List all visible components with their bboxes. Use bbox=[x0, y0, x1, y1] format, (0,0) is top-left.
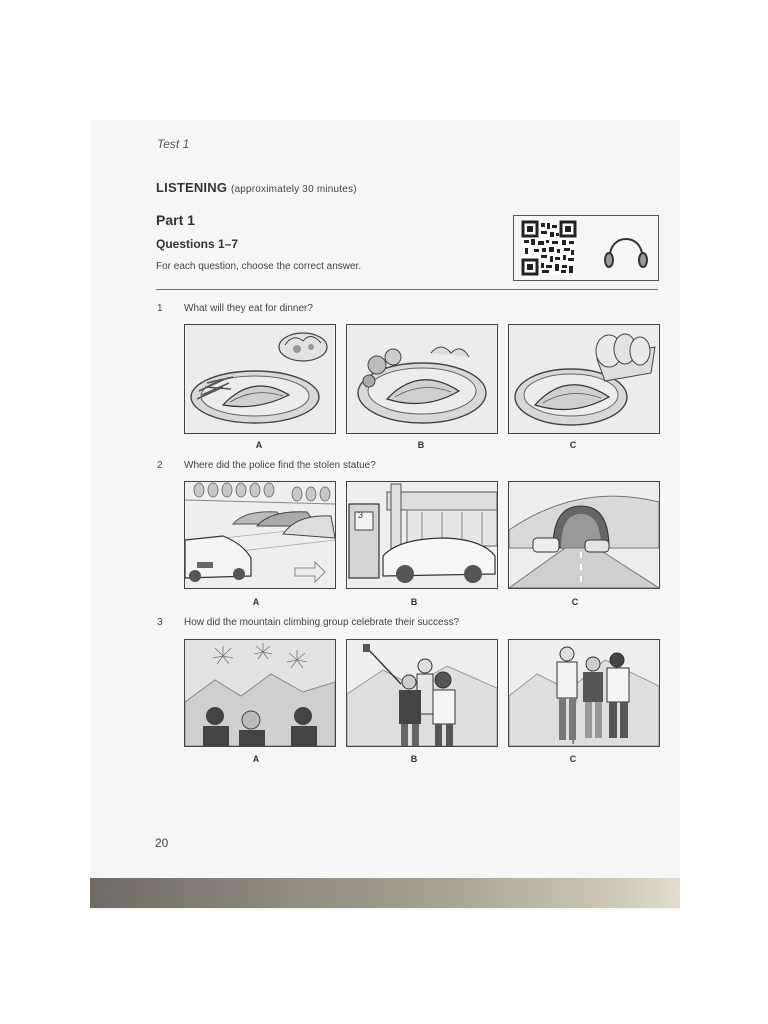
questions-range: Questions 1–7 bbox=[156, 237, 239, 251]
option-image-car-park[interactable] bbox=[184, 481, 336, 589]
page-number: 20 bbox=[155, 836, 169, 850]
option-label: C bbox=[571, 597, 579, 607]
part-title: Part 1 bbox=[156, 212, 195, 228]
footer-band bbox=[90, 878, 680, 908]
section-duration: (approximately 30 minutes) bbox=[230, 184, 357, 195]
svg-text:3: 3 bbox=[358, 510, 364, 520]
section-name: LISTENING bbox=[156, 180, 228, 195]
option-label: B bbox=[410, 597, 418, 607]
option-label: A bbox=[252, 754, 260, 764]
qr-code-icon[interactable] bbox=[522, 221, 576, 275]
option-label: A bbox=[255, 440, 263, 450]
option-image-tunnel[interactable] bbox=[508, 481, 660, 589]
question-text: Where did the police find the stolen statue? bbox=[184, 460, 376, 471]
question-text: What will they eat for dinner? bbox=[184, 303, 313, 314]
option-image-food-omelette-fries-salad[interactable] bbox=[184, 324, 336, 434]
option-image-selfie[interactable] bbox=[346, 639, 498, 747]
question-number: 1 bbox=[157, 303, 163, 314]
option-label: B bbox=[410, 754, 418, 764]
option-image-petrol-station[interactable] bbox=[346, 481, 498, 589]
instruction-text: For each question, choose the correct answer. bbox=[156, 261, 362, 272]
question-number: 2 bbox=[157, 460, 163, 471]
question-text: How did the mountain climbing group celebrate their success? bbox=[184, 617, 460, 628]
headphones-icon bbox=[605, 239, 647, 267]
divider bbox=[156, 289, 658, 290]
option-label: C bbox=[569, 440, 577, 450]
section-title bbox=[156, 180, 357, 195]
option-label: A bbox=[252, 597, 260, 607]
audio-box bbox=[513, 215, 659, 281]
option-image-fireworks[interactable] bbox=[184, 639, 336, 747]
option-label: B bbox=[417, 440, 425, 450]
question-number: 3 bbox=[157, 617, 163, 628]
option-image-food-omelette-bread[interactable] bbox=[508, 324, 660, 434]
option-label: C bbox=[569, 754, 577, 764]
option-image-food-omelette-vegetables[interactable] bbox=[346, 324, 498, 434]
test-label: Test 1 bbox=[157, 137, 190, 151]
option-image-group-standing[interactable] bbox=[508, 639, 660, 747]
